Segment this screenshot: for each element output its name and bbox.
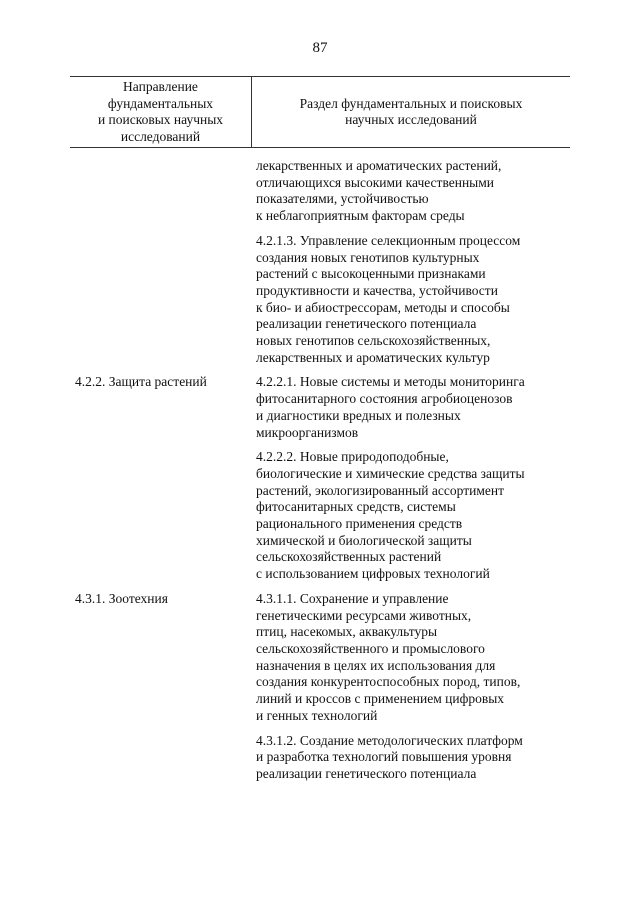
section-cell — [256, 591, 570, 791]
research-table — [70, 76, 570, 791]
section-paragraph: 4.3.1.1. Сохранение и управление генетическими ресурсами животных, птиц, насекомых, аквакультуры сельскохозяйственного и промыслового назначения в целях их использования для создания конкурентоспособных пород, типов, линий и кроссов с применением цифровых и генных технологий — [256, 590, 521, 723]
page-number: 87 — [312, 40, 328, 56]
table-header — [70, 76, 570, 148]
section-paragraph: лекарственных и ароматических растений, отличающихся высокими качественными показателями, устойчивостью к неблагоприятным факторам среды — [256, 158, 502, 224]
table-row — [70, 158, 570, 374]
header-section-label: Раздел фундаментальных и поисковых научных исследований — [299, 95, 523, 127]
section-paragraph: 4.3.1.2. Создание методологических платформ и разработка технологий повышения уровня реализации генетического потенциала — [256, 732, 523, 781]
section-paragraph: 4.2.1.3. Управление селекционным процессом создания новых генотипов культурных растений с высокоценными признаками продуктивности и качества, устойчивости к био- и абиострессорам, методы и способы реализации генетического потенциала новых генотипов сельскохозяйственных, лекарственных и ароматических культур — [256, 232, 521, 365]
direction-cell: 4.3.1. Зоотехния — [75, 590, 168, 606]
header-cell-section — [252, 77, 570, 147]
direction-cell — [70, 158, 256, 374]
table-row — [70, 374, 570, 590]
direction-cell: 4.2.2. Защита растений — [75, 374, 207, 390]
header-cell-direction — [70, 77, 252, 147]
table-row — [70, 591, 570, 791]
section-paragraph: 4.2.2.2. Новые природоподобные, биологические и химические средства защиты растений, экологизированный ассортимент фитосанитарных средств, системы рационального применения средств химической и биологической защиты сельскохозяйственных растений с использованием цифровых технологий — [256, 449, 525, 582]
section-paragraph: 4.2.2.1. Новые системы и методы мониторинга фитосанитарного состояния агробиоценозов и диагностики вредных и полезных микроорганизмов — [256, 374, 525, 440]
header-direction-label: Направление фундаментальных и поисковых научных исследований — [97, 79, 224, 144]
section-cell — [256, 374, 570, 590]
table-body — [70, 148, 570, 791]
section-cell — [256, 158, 570, 374]
